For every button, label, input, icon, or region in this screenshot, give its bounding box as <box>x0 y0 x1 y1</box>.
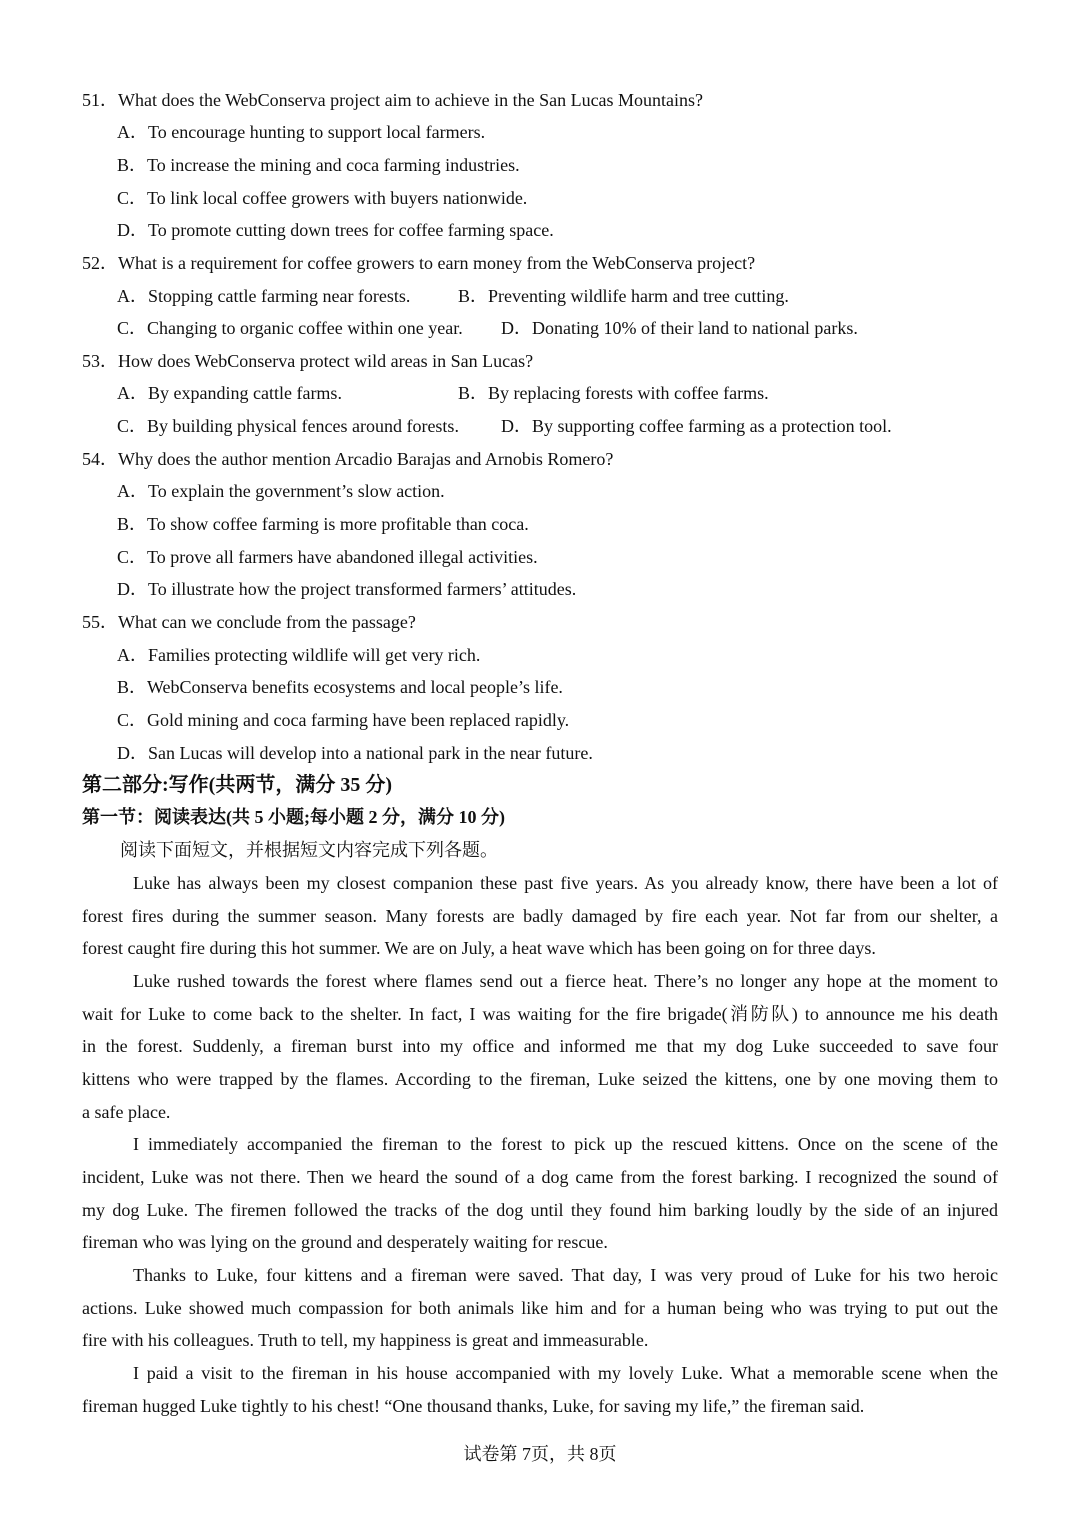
passage-p4-line1: Thanks to Luke, four kittens and a fireman were saved. That day, I was very proud of Luke for his two heroic <box>133 1265 998 1285</box>
subsection-title: 第一节：阅读表达(共 5 小题;每小题 2 分，满分 10 分) <box>82 807 505 827</box>
section-instruction: 阅读下面短文，并根据短文内容完成下列各题。 <box>120 840 498 860</box>
q53-option-c: C．By building physical fences around forests. <box>117 416 459 436</box>
q53-option-b: B．By replacing forests with coffee farms. <box>458 383 769 403</box>
question-text: What does the WebConserva project aim to achieve in the San Lucas Mountains? <box>118 90 704 110</box>
question-54-stem <box>82 448 613 470</box>
question-53-stem <box>82 350 533 372</box>
question-number: 53． <box>82 351 118 371</box>
passage-p3-line1: I immediately accompanied the fireman to the forest to pick up the rescued kittens. Once on the scene of the <box>133 1134 998 1154</box>
question-text: What can we conclude from the passage? <box>118 612 416 632</box>
question-number: 51． <box>82 90 118 110</box>
passage-p4-line2: actions. Luke showed much compassion for both animals like him and for a human being who was trying to put out the <box>82 1298 998 1318</box>
passage-p3-line2: incident, Luke was not there. Then we heard the sound of a dog came from the forest barking. I recognized the sound of <box>82 1167 998 1187</box>
passage-p1-line1: Luke has always been my closest companion these past five years. As you already know, there have been a lot of <box>133 873 998 893</box>
q54-option-c: C．To prove all farmers have abandoned illegal activities. <box>117 547 538 567</box>
q52-option-b: B．Preventing wildlife harm and tree cutting. <box>458 286 789 306</box>
question-51-stem <box>82 89 703 111</box>
q52-option-d: D．Donating 10% of their land to national parks. <box>501 318 858 338</box>
passage-p2-line1: Luke rushed towards the forest where flames send out a fierce heat. There’s no longer any hope at the moment to <box>133 971 998 991</box>
q53-option-a: A．By expanding cattle farms. <box>117 383 342 403</box>
question-text: What is a requirement for coffee growers to earn money from the WebConserva project? <box>118 253 756 273</box>
q54-option-d: D．To illustrate how the project transformed farmers’ attitudes. <box>117 579 577 599</box>
passage-p5-line2: fireman hugged Luke tightly to his chest! “One thousand thanks, Luke, for saving my life,” the fireman said. <box>82 1396 865 1416</box>
part-two-title: 第二部分:写作(共两节，满分 35 分) <box>82 774 392 796</box>
q54-option-b: B．To show coffee farming is more profitable than coca. <box>117 514 529 534</box>
q53-option-d: D．By supporting coffee farming as a protection tool. <box>501 416 892 436</box>
question-text: How does WebConserva protect wild areas in San Lucas? <box>118 351 534 371</box>
q52-option-c: C．Changing to organic coffee within one year. <box>117 318 463 338</box>
passage-p2-line4: kittens who were trapped by the flames. According to the fireman, Luke seized the kittens, one by one moving them to <box>82 1069 998 1089</box>
passage-p1-line3: forest caught fire during this hot summer. We are on July, a heat wave which has been going on for three days. <box>82 938 876 958</box>
question-number: 55． <box>82 612 118 632</box>
passage-p1-line2: forest fires during the summer season. Many forests are badly damaged by fire each year. Not far from our shelter, a <box>82 906 998 926</box>
page-footer: 试卷第 7页，共 8页 <box>463 1444 617 1464</box>
q51-option-d: D．To promote cutting down trees for coffee farming space. <box>117 220 554 240</box>
question-55-stem <box>82 611 416 633</box>
q55-option-c: C．Gold mining and coca farming have been replaced rapidly. <box>117 710 570 730</box>
q55-option-a: A．Families protecting wildlife will get very rich. <box>117 645 481 665</box>
q55-option-d: D．San Lucas will develop into a national park in the near future. <box>117 743 593 763</box>
question-52-stem <box>82 252 755 274</box>
q51-option-a: A．To encourage hunting to support local farmers. <box>117 122 486 142</box>
question-number: 52． <box>82 253 118 273</box>
question-text: Why does the author mention Arcadio Barajas and Arnobis Romero? <box>118 449 614 469</box>
passage-p3-line4: fireman who was lying on the ground and desperately waiting for rescue. <box>82 1232 608 1252</box>
q51-option-b: B．To increase the mining and coca farming industries. <box>117 155 520 175</box>
passage-p3-line3: my dog Luke. The firemen followed the tracks of the dog until they found him barking loudly by the side of an injured <box>82 1200 998 1220</box>
passage-p2-line2: wait for Luke to come back to the shelter. In fact, I was waiting for the fire brigade(消防队) to announce me his death <box>82 1004 998 1024</box>
passage-p4-line3: fire with his colleagues. Truth to tell, my happiness is great and immeasurable. <box>82 1330 649 1350</box>
q51-option-c: C．To link local coffee growers with buyers nationwide. <box>117 188 528 208</box>
passage-p2-line5: a safe place. <box>82 1102 171 1122</box>
q52-option-a: A．Stopping cattle farming near forests. <box>117 286 411 306</box>
question-number: 54． <box>82 449 118 469</box>
passage-p5-line1: I paid a visit to the fireman in his house accompanied with my lovely Luke. What a memorable scene when the <box>133 1363 998 1383</box>
q55-option-b: B．WebConserva benefits ecosystems and local people’s life. <box>117 677 563 697</box>
passage-p2-line3: in the forest. Suddenly, a fireman burst into my office and informed me that my dog Luke succeeded to save four <box>82 1036 998 1056</box>
q54-option-a: A．To explain the government’s slow action. <box>117 481 445 501</box>
